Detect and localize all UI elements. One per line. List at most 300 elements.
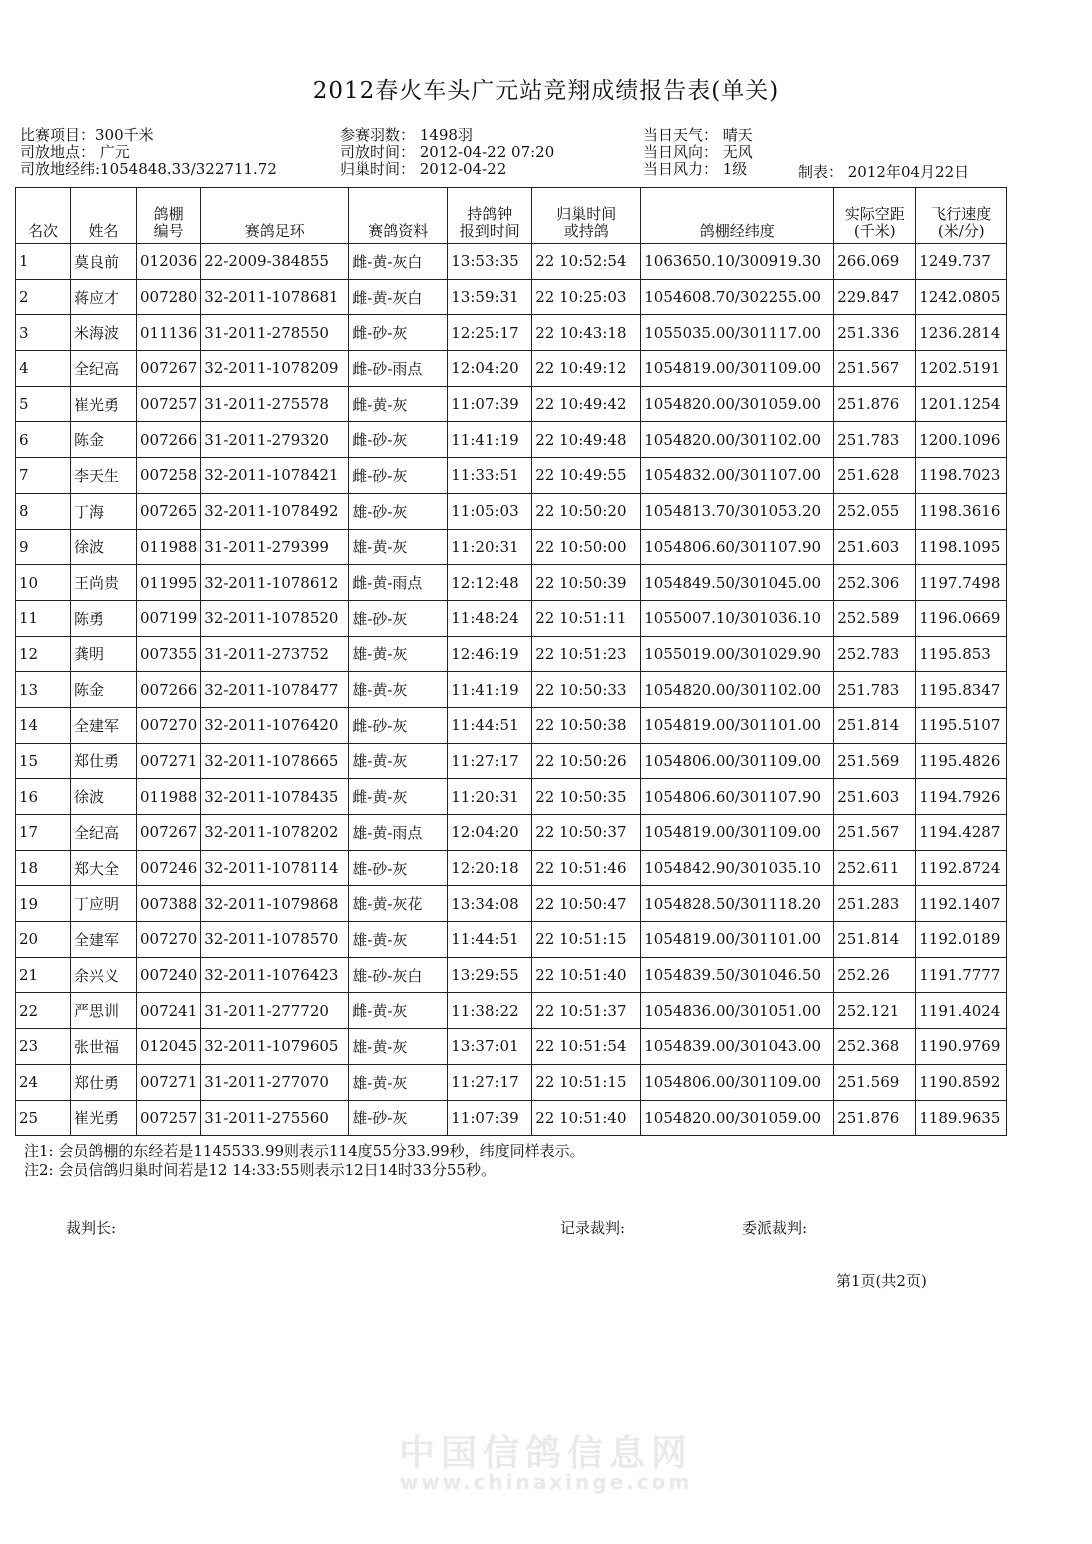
cell-name: 张世福 (71, 1029, 137, 1065)
table-row (16, 315, 1007, 351)
cell-info: 雌-黄-灰 (349, 779, 448, 815)
cell-arrive: 22 10:51:46 (532, 850, 641, 886)
cell-clock: 11:07:39 (448, 1100, 532, 1136)
cell-speed: 1192.0189 (916, 922, 1007, 958)
cell-info: 雄-砂-灰 (349, 493, 448, 529)
cell-ring: 31-2011-273752 (201, 636, 349, 672)
cell-distance: 251.569 (834, 743, 916, 779)
cell-speed: 1200.1096 (916, 422, 1007, 458)
cell-info: 雌-砂-灰 (349, 458, 448, 494)
cell-rank: 23 (16, 1029, 71, 1065)
cell-distance: 252.055 (834, 493, 916, 529)
col-rank: 名次 (16, 188, 71, 244)
cell-clock: 12:46:19 (448, 636, 532, 672)
cell-name: 崔光勇 (71, 1100, 137, 1136)
cell-coord: 1054806.00/301109.00 (641, 743, 834, 779)
table-row (16, 1100, 1007, 1136)
cell-coord: 1054839.00/301043.00 (641, 1029, 834, 1065)
cell-clock: 12:04:20 (448, 351, 532, 387)
cell-rank: 8 (16, 493, 71, 529)
table-row (16, 1029, 1007, 1065)
cell-ring: 32-2011-1078421 (201, 458, 349, 494)
note-1: 注1: 会员鸽棚的东经若是1145533.99则表示114度55分33.99秒，纬度同样表示。 (24, 1142, 585, 1160)
meta-entries: 参赛羽数： 1498羽 (340, 126, 473, 144)
cell-rank: 25 (16, 1100, 71, 1136)
cell-loft: 007270 (137, 922, 201, 958)
cell-loft: 007266 (137, 422, 201, 458)
cell-loft: 007271 (137, 743, 201, 779)
table-row (16, 636, 1007, 672)
cell-rank: 19 (16, 886, 71, 922)
cell-arrive: 22 10:52:54 (532, 244, 641, 280)
cell-distance: 266.069 (834, 244, 916, 280)
cell-speed: 1198.1095 (916, 529, 1007, 565)
table-row (16, 386, 1007, 422)
cell-speed: 1201.1254 (916, 386, 1007, 422)
cell-coord: 1055007.10/301036.10 (641, 600, 834, 636)
cell-name: 莫良前 (71, 244, 137, 280)
meta-release-coord: 司放地经纬:1054848.33/322711.72 (20, 160, 277, 178)
cell-ring: 31-2011-275560 (201, 1100, 349, 1136)
cell-rank: 20 (16, 922, 71, 958)
col-coord: 鸽棚经纬度 (641, 188, 834, 244)
cell-clock: 11:38:22 (448, 993, 532, 1029)
cell-name: 蒋应才 (71, 279, 137, 315)
cell-distance: 252.589 (834, 600, 916, 636)
page-indicator: 第1页(共2页) (836, 1272, 927, 1290)
cell-rank: 11 (16, 600, 71, 636)
cell-speed: 1194.4287 (916, 815, 1007, 851)
cell-distance: 251.814 (834, 707, 916, 743)
cell-rank: 24 (16, 1064, 71, 1100)
table-row (16, 565, 1007, 601)
cell-name: 崔光勇 (71, 386, 137, 422)
cell-loft: 011136 (137, 315, 201, 351)
cell-distance: 252.783 (834, 636, 916, 672)
cell-info: 雄-砂-灰 (349, 1100, 448, 1136)
table-row (16, 815, 1007, 851)
cell-ring: 32-2011-1079868 (201, 886, 349, 922)
cell-info: 雄-黄-灰 (349, 743, 448, 779)
cell-name: 全建军 (71, 922, 137, 958)
cell-coord: 1054832.00/301107.00 (641, 458, 834, 494)
results-table (15, 187, 1007, 1136)
col-clock: 持鸽钟 报到时间 (448, 188, 532, 244)
cell-ring: 32-2011-1078612 (201, 565, 349, 601)
cell-coord: 1054820.00/301102.00 (641, 422, 834, 458)
cell-ring: 32-2011-1078435 (201, 779, 349, 815)
cell-info: 雄-黄-灰 (349, 922, 448, 958)
cell-ring: 31-2011-279399 (201, 529, 349, 565)
cell-clock: 12:20:18 (448, 850, 532, 886)
cell-info: 雌-砂-灰 (349, 315, 448, 351)
cell-coord: 1054608.70/302255.00 (641, 279, 834, 315)
cell-info: 雌-黄-灰 (349, 993, 448, 1029)
cell-clock: 13:29:55 (448, 957, 532, 993)
cell-distance: 252.121 (834, 993, 916, 1029)
meta-col-3 (643, 127, 753, 178)
cell-ring: 32-2011-1079605 (201, 1029, 349, 1065)
cell-speed: 1192.1407 (916, 886, 1007, 922)
cell-ring: 31-2011-275578 (201, 386, 349, 422)
cell-coord: 1063650.10/300919.30 (641, 244, 834, 280)
cell-rank: 10 (16, 565, 71, 601)
cell-info: 雄-黄-灰 (349, 1029, 448, 1065)
cell-distance: 252.306 (834, 565, 916, 601)
cell-speed: 1196.0669 (916, 600, 1007, 636)
cell-name: 郑仕勇 (71, 743, 137, 779)
cell-distance: 251.569 (834, 1064, 916, 1100)
cell-speed: 1236.2814 (916, 315, 1007, 351)
cell-name: 陈金 (71, 422, 137, 458)
cell-name: 王尚贵 (71, 565, 137, 601)
cell-arrive: 22 10:51:15 (532, 1064, 641, 1100)
cell-loft: 011988 (137, 529, 201, 565)
table-row (16, 850, 1007, 886)
cell-arrive: 22 10:49:55 (532, 458, 641, 494)
cell-name: 米海波 (71, 315, 137, 351)
cell-rank: 7 (16, 458, 71, 494)
cell-loft: 007267 (137, 351, 201, 387)
cell-arrive: 22 10:49:48 (532, 422, 641, 458)
cell-distance: 252.26 (834, 957, 916, 993)
cell-loft: 007241 (137, 993, 201, 1029)
cell-info: 雌-黄-灰白 (349, 279, 448, 315)
cell-name: 徐波 (71, 529, 137, 565)
cell-info: 雄-砂-灰白 (349, 957, 448, 993)
cell-ring: 31-2011-279320 (201, 422, 349, 458)
cell-arrive: 22 10:51:11 (532, 600, 641, 636)
col-ring: 赛鸽足环 (201, 188, 349, 244)
notes (24, 1142, 585, 1180)
cell-name: 郑大全 (71, 850, 137, 886)
cell-ring: 32-2011-1078477 (201, 672, 349, 708)
cell-loft: 007199 (137, 600, 201, 636)
cell-coord: 1054836.00/301051.00 (641, 993, 834, 1029)
cell-distance: 251.336 (834, 315, 916, 351)
cell-clock: 11:27:17 (448, 743, 532, 779)
cell-rank: 1 (16, 244, 71, 280)
cell-loft: 007258 (137, 458, 201, 494)
cell-name: 陈勇 (71, 600, 137, 636)
cell-coord: 1054806.00/301109.00 (641, 1064, 834, 1100)
cell-arrive: 22 10:43:18 (532, 315, 641, 351)
cell-info: 雄-黄-灰 (349, 1064, 448, 1100)
table-row (16, 600, 1007, 636)
cell-distance: 252.611 (834, 850, 916, 886)
cell-distance: 251.283 (834, 886, 916, 922)
table-row (16, 922, 1007, 958)
cell-arrive: 22 10:50:38 (532, 707, 641, 743)
cell-speed: 1195.853 (916, 636, 1007, 672)
cell-loft: 007257 (137, 1100, 201, 1136)
cell-info: 雄-黄-灰 (349, 672, 448, 708)
cell-speed: 1195.5107 (916, 707, 1007, 743)
table-row (16, 886, 1007, 922)
cell-arrive: 22 10:51:40 (532, 957, 641, 993)
cell-arrive: 22 10:50:37 (532, 815, 641, 851)
cell-speed: 1194.7926 (916, 779, 1007, 815)
cell-speed: 1191.7777 (916, 957, 1007, 993)
cell-clock: 11:07:39 (448, 386, 532, 422)
cell-ring: 31-2011-278550 (201, 315, 349, 351)
cell-coord: 1054842.90/301035.10 (641, 850, 834, 886)
cell-name: 全纪高 (71, 351, 137, 387)
cell-rank: 14 (16, 707, 71, 743)
cell-arrive: 22 10:51:40 (532, 1100, 641, 1136)
cell-arrive: 22 10:50:00 (532, 529, 641, 565)
cell-clock: 12:04:20 (448, 815, 532, 851)
cell-loft: 007355 (137, 636, 201, 672)
cell-name: 陈金 (71, 672, 137, 708)
cell-rank: 22 (16, 993, 71, 1029)
cell-clock: 11:44:51 (448, 922, 532, 958)
header-row (16, 188, 1007, 244)
cell-ring: 32-2011-1076420 (201, 707, 349, 743)
table-row (16, 743, 1007, 779)
cell-speed: 1189.9635 (916, 1100, 1007, 1136)
cell-coord: 1054819.00/301101.00 (641, 922, 834, 958)
cell-arrive: 22 10:49:42 (532, 386, 641, 422)
cell-clock: 13:59:31 (448, 279, 532, 315)
table-row (16, 707, 1007, 743)
cell-info: 雌-砂-雨点 (349, 351, 448, 387)
cell-ring: 31-2011-277070 (201, 1064, 349, 1100)
cell-distance: 251.783 (834, 672, 916, 708)
col-arrive: 归巢时间 或持鸽 (532, 188, 641, 244)
cell-coord: 1054819.00/301101.00 (641, 707, 834, 743)
cell-speed: 1242.0805 (916, 279, 1007, 315)
cell-speed: 1190.9769 (916, 1029, 1007, 1065)
meta-release-time: 司放时间： 2012-04-22 07:20 (340, 143, 555, 161)
cell-distance: 251.603 (834, 779, 916, 815)
cell-ring: 32-2011-1076423 (201, 957, 349, 993)
cell-coord: 1055035.00/301117.00 (641, 315, 834, 351)
cell-info: 雌-砂-灰 (349, 707, 448, 743)
cell-clock: 11:44:51 (448, 707, 532, 743)
cell-rank: 17 (16, 815, 71, 851)
cell-rank: 6 (16, 422, 71, 458)
cell-arrive: 22 10:50:33 (532, 672, 641, 708)
cell-rank: 18 (16, 850, 71, 886)
col-loft: 鸽棚 编号 (137, 188, 201, 244)
cell-arrive: 22 10:50:47 (532, 886, 641, 922)
cell-name: 余兴义 (71, 957, 137, 993)
watermark-text: 中国信鸽信息网 (398, 1433, 693, 1474)
cell-rank: 13 (16, 672, 71, 708)
cell-coord: 1054820.00/301102.00 (641, 672, 834, 708)
cell-ring: 32-2011-1078681 (201, 279, 349, 315)
meta-return-date: 归巢时间： 2012-04-22 (340, 160, 507, 178)
table-row (16, 1064, 1007, 1100)
cell-coord: 1054819.00/301109.00 (641, 815, 834, 851)
cell-speed: 1202.5191 (916, 351, 1007, 387)
table-row (16, 244, 1007, 280)
cell-coord: 1055019.00/301029.90 (641, 636, 834, 672)
cell-clock: 11:20:31 (448, 529, 532, 565)
cell-name: 郑仕勇 (71, 1064, 137, 1100)
cell-loft: 007388 (137, 886, 201, 922)
cell-distance: 251.628 (834, 458, 916, 494)
cell-info: 雌-黄-灰 (349, 386, 448, 422)
cell-ring: 32-2011-1078114 (201, 850, 349, 886)
col-name: 姓名 (71, 188, 137, 244)
cell-loft: 007265 (137, 493, 201, 529)
cell-name: 全建军 (71, 707, 137, 743)
cell-distance: 251.603 (834, 529, 916, 565)
cell-speed: 1191.4024 (916, 993, 1007, 1029)
cell-speed: 1192.8724 (916, 850, 1007, 886)
cell-info: 雄-黄-灰花 (349, 886, 448, 922)
cell-ring: 32-2011-1078520 (201, 600, 349, 636)
cell-name: 李天生 (71, 458, 137, 494)
cell-arrive: 22 10:50:35 (532, 779, 641, 815)
cell-clock: 11:05:03 (448, 493, 532, 529)
table-row (16, 458, 1007, 494)
cell-clock: 13:53:35 (448, 244, 532, 280)
cell-arrive: 22 10:51:23 (532, 636, 641, 672)
cell-coord: 1054806.60/301107.90 (641, 779, 834, 815)
cell-loft: 007271 (137, 1064, 201, 1100)
cell-arrive: 22 10:50:39 (532, 565, 641, 601)
cell-distance: 252.368 (834, 1029, 916, 1065)
cell-coord: 1054813.70/301053.20 (641, 493, 834, 529)
cell-arrive: 22 10:51:37 (532, 993, 641, 1029)
cell-name: 龚明 (71, 636, 137, 672)
cell-loft: 007240 (137, 957, 201, 993)
table-row (16, 957, 1007, 993)
cell-rank: 16 (16, 779, 71, 815)
cell-ring: 32-2011-1078665 (201, 743, 349, 779)
cell-distance: 229.847 (834, 279, 916, 315)
cell-ring: 32-2011-1078492 (201, 493, 349, 529)
meta-col-2 (340, 127, 554, 178)
cell-coord: 1054828.50/301118.20 (641, 886, 834, 922)
cell-name: 丁海 (71, 493, 137, 529)
cell-name: 全纪高 (71, 815, 137, 851)
cell-rank: 15 (16, 743, 71, 779)
cell-coord: 1054806.60/301107.90 (641, 529, 834, 565)
cell-distance: 251.814 (834, 922, 916, 958)
meta-col-1 (20, 127, 277, 178)
cell-coord: 1054839.50/301046.50 (641, 957, 834, 993)
cell-arrive: 22 10:51:54 (532, 1029, 641, 1065)
cell-clock: 11:41:19 (448, 672, 532, 708)
cell-rank: 3 (16, 315, 71, 351)
table-row (16, 529, 1007, 565)
table-row (16, 993, 1007, 1029)
cell-clock: 13:34:08 (448, 886, 532, 922)
cell-coord: 1054820.00/301059.00 (641, 1100, 834, 1136)
cell-info: 雄-黄-灰 (349, 529, 448, 565)
cell-speed: 1198.7023 (916, 458, 1007, 494)
cell-name: 徐波 (71, 779, 137, 815)
cell-info: 雄-砂-灰 (349, 850, 448, 886)
cell-clock: 11:48:24 (448, 600, 532, 636)
cell-distance: 251.567 (834, 351, 916, 387)
cell-rank: 4 (16, 351, 71, 387)
table-row (16, 493, 1007, 529)
cell-info: 雄-黄-雨点 (349, 815, 448, 851)
cell-clock: 11:27:17 (448, 1064, 532, 1100)
cell-coord: 1054820.00/301059.00 (641, 386, 834, 422)
cell-ring: 32-2011-1078202 (201, 815, 349, 851)
cell-coord: 1054849.50/301045.00 (641, 565, 834, 601)
cell-loft: 007246 (137, 850, 201, 886)
cell-loft: 007266 (137, 672, 201, 708)
cell-rank: 5 (16, 386, 71, 422)
cell-rank: 21 (16, 957, 71, 993)
cell-ring: 22-2009-384855 (201, 244, 349, 280)
cell-speed: 1195.8347 (916, 672, 1007, 708)
cell-speed: 1197.7498 (916, 565, 1007, 601)
cell-clock: 11:41:19 (448, 422, 532, 458)
meta-release-place: 司放地点： 广元 (20, 143, 130, 161)
meta-made-date: 制表： 2012年04月22日 (798, 163, 970, 181)
cell-arrive: 22 10:25:03 (532, 279, 641, 315)
table-row (16, 779, 1007, 815)
cell-name: 严思训 (71, 993, 137, 1029)
col-info: 赛鸽资料 (349, 188, 448, 244)
cell-arrive: 22 10:49:12 (532, 351, 641, 387)
cell-distance: 251.783 (834, 422, 916, 458)
cell-rank: 12 (16, 636, 71, 672)
cell-distance: 251.567 (834, 815, 916, 851)
cell-loft: 011995 (137, 565, 201, 601)
table-row (16, 672, 1007, 708)
cell-distance: 251.876 (834, 1100, 916, 1136)
cell-speed: 1195.4826 (916, 743, 1007, 779)
page-title: 2012春火车头广元站竞翔成绩报告表(单关) (312, 78, 780, 104)
cell-arrive: 22 10:50:20 (532, 493, 641, 529)
cell-info: 雌-砂-灰 (349, 422, 448, 458)
cell-ring: 31-2011-277720 (201, 993, 349, 1029)
cell-rank: 9 (16, 529, 71, 565)
cell-clock: 11:33:51 (448, 458, 532, 494)
recorder-judge-label: 记录裁判: (560, 1219, 626, 1237)
cell-loft: 012045 (137, 1029, 201, 1065)
cell-clock: 12:12:48 (448, 565, 532, 601)
col-distance: 实际空距 (千米) (834, 188, 916, 244)
table-row (16, 279, 1007, 315)
cell-name: 丁应明 (71, 886, 137, 922)
cell-speed: 1198.3616 (916, 493, 1007, 529)
delegate-judge-label: 委派裁判: (742, 1219, 808, 1237)
meta-event: 比赛项目：300千米 (20, 126, 154, 144)
meta-wind-direction: 当日风向： 无风 (643, 143, 753, 161)
cell-loft: 007280 (137, 279, 201, 315)
results-body (16, 244, 1007, 1136)
cell-loft: 012036 (137, 244, 201, 280)
watermark-url: www.chinaxinge.com (399, 1470, 693, 1494)
cell-rank: 2 (16, 279, 71, 315)
cell-arrive: 22 10:51:15 (532, 922, 641, 958)
note-2: 注2: 会员信鸽归巢时间若是12 14:33:55则表示12日14时33分55秒。 (24, 1161, 496, 1179)
cell-info: 雌-黄-灰白 (349, 244, 448, 280)
cell-clock: 11:20:31 (448, 779, 532, 815)
cell-clock: 13:37:01 (448, 1029, 532, 1065)
cell-clock: 12:25:17 (448, 315, 532, 351)
cell-loft: 011988 (137, 779, 201, 815)
meta-weather: 当日天气： 晴天 (643, 126, 753, 144)
cell-speed: 1249.737 (916, 244, 1007, 280)
cell-info: 雄-砂-灰 (349, 600, 448, 636)
cell-info: 雄-黄-灰 (349, 636, 448, 672)
cell-info: 雌-黄-雨点 (349, 565, 448, 601)
cell-loft: 007267 (137, 815, 201, 851)
cell-loft: 007257 (137, 386, 201, 422)
cell-ring: 32-2011-1078209 (201, 351, 349, 387)
